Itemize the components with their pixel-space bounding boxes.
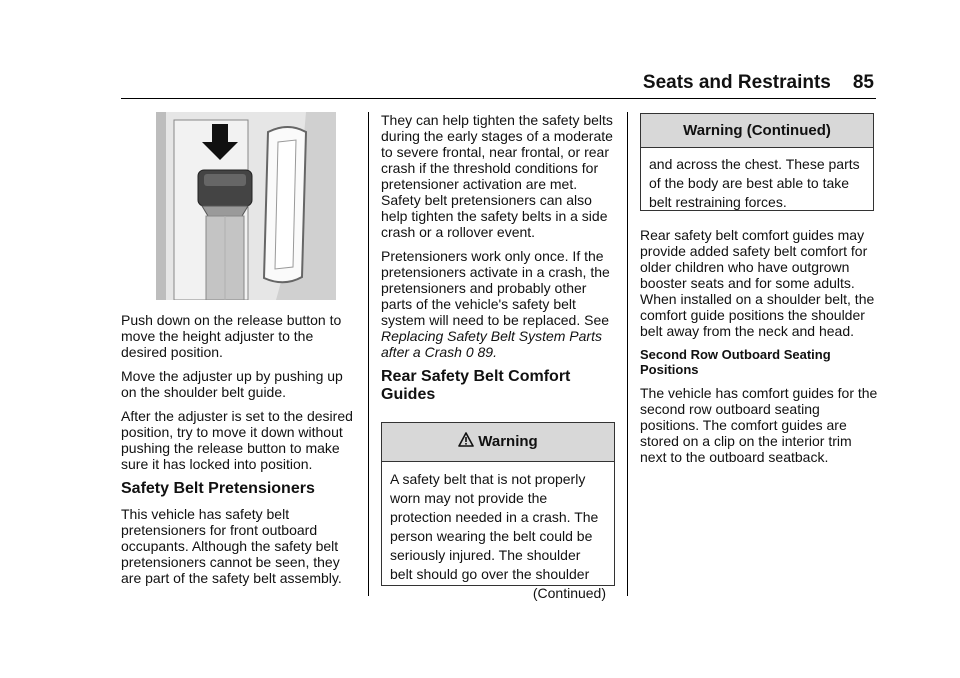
paragraph: Move the adjuster up by pushing up on the shoulder belt guide.: [121, 368, 343, 400]
warning-triangle-icon: [458, 432, 474, 448]
warning-title: Warning: [478, 433, 538, 450]
continued-label: (Continued): [532, 585, 606, 601]
column-1: [121, 312, 353, 594]
warning-title-bar: Warning (Continued): [641, 114, 873, 148]
header-rule: [121, 98, 876, 99]
warning-body: [382, 462, 614, 607]
paragraph: This vehicle has safety belt pretensioners for front outboard occupants. Although the safety belt pretensioners cannot be seen, they are part of the safety belt assembly.: [121, 506, 342, 586]
paragraph-text: Pretensioners work only once. If the pretensioners activate in a crash, the pretensioners and probably other parts of the vehicle's safety belt system will need to be replaced. See: [381, 248, 610, 328]
paragraph: They can help tighten the safety belts during the early stages of a moderate to severe frontal, near frontal, or rear crash if the threshold conditions for pretensioner activation are met. Safety belt pretensioners can also help tighten the safety belts in a side crash or a rollover event.: [381, 112, 613, 240]
column-divider-1: [368, 112, 369, 596]
paragraph: The vehicle has comfort guides for the second row outboard seating positions. The comfort guides are stored on a clip on the interior trim next to the outboard seatback.: [640, 385, 878, 465]
section-title: Seats and Restraints: [642, 72, 831, 93]
paragraph: Rear safety belt comfort guides may provide added safety belt comfort for older children who have outgrown booster seats and for some adults. When installed on a shoulder belt, the comfort guide positions the shoulder belt away from the neck and head.: [640, 227, 875, 339]
paragraph: [381, 248, 616, 360]
paragraph: Push down on the release button to move the height adjuster to the desired position.: [121, 312, 342, 360]
warning-box: [381, 422, 615, 601]
subheading: Second Row Outboard Seating Positions: [640, 347, 831, 377]
column-divider-2: [627, 112, 628, 596]
belt-height-adjuster-illustration: [156, 112, 336, 300]
section-heading: Rear Safety Belt Comfort Guides: [381, 368, 571, 403]
page-number: 85: [852, 72, 874, 93]
warning-box-continued: [640, 113, 874, 211]
cross-reference-link[interactable]: Replacing Safety Belt System Parts after a Crash: [381, 328, 602, 360]
page-header: [643, 72, 874, 94]
warning-title-bar: [382, 423, 614, 462]
paragraph: After the adjuster is set to the desired position, try to move it down without pushing the release button to make sure it has locked into position.: [121, 408, 353, 472]
warning-body: and across the chest. These parts of the body are best able to take belt restraining forces.: [649, 156, 860, 210]
warning-text: A safety belt that is not properly worn may not provide the protection needed in a crash. The person wearing the belt could be seriously injured. The shoulder belt should go over the shoulder: [390, 471, 599, 582]
column-2: [381, 112, 616, 412]
page-reference: 0 89.: [465, 344, 497, 360]
section-heading: Safety Belt Pretensioners: [121, 480, 315, 497]
column-3: [640, 227, 880, 473]
